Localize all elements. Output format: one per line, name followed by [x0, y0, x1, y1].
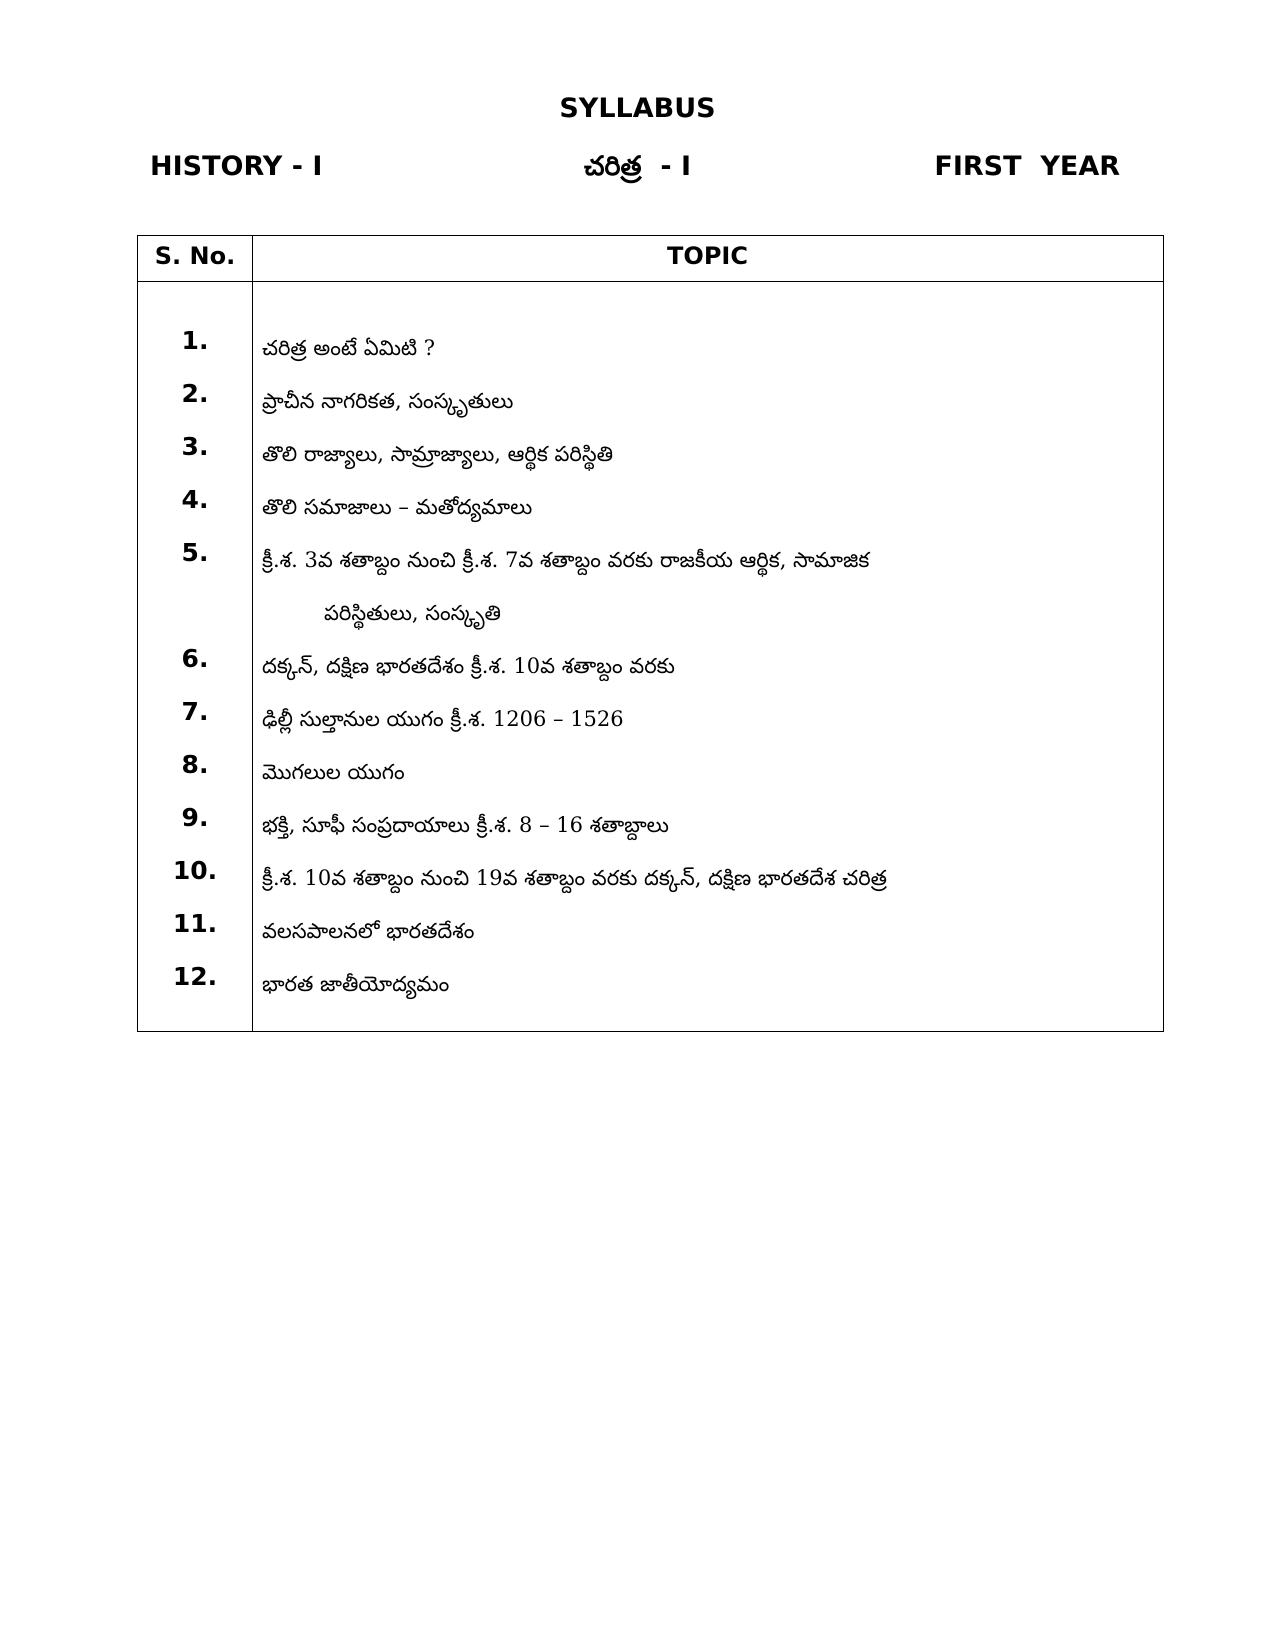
table-row [138, 697, 1163, 742]
row-topic: తొలి సమాజాలు – మతోద్యమాలు [262, 495, 533, 519]
row-topic: మొగలుల యుగం [262, 760, 405, 784]
header-divider [138, 281, 1163, 282]
row-number: 5. [181, 538, 209, 567]
table-row [138, 379, 1163, 424]
syllabus-table [137, 235, 1164, 1032]
row-topic: క్రీ.శ. 10వ శతాబ్దం నుంచి 19వ శతాబ్దం వరకు దక్కన్, దక్షిణ భారతదేశ చరిత్ర [262, 866, 887, 890]
header-sno: S. No. [154, 242, 236, 270]
row-number: 10. [172, 856, 218, 885]
subject-telugu: చరిత్ర - I [584, 151, 691, 182]
row-topic: భక్తి, సూఫీ సంప్రదాయాలు క్రీ.శ. 8 – 16 శతాబ్దాలు [262, 813, 669, 837]
row-topic-continuation: పరిస్థితులు, సంస్కృతి [324, 601, 501, 625]
row-number: 4. [181, 485, 209, 514]
table-row-continuation [138, 596, 1163, 636]
table-row [138, 803, 1163, 848]
row-topic: ఢిల్లీ సుల్తానుల యుగం క్రీ.శ. 1206 – 1526 [262, 707, 624, 731]
table-row [138, 326, 1163, 371]
table-row [138, 962, 1163, 1007]
row-number: 1. [181, 326, 209, 355]
row-topic: దక్కన్, దక్షిణ భారతదేశం క్రీ.శ. 10వ శతాబ్దం వరకు [262, 654, 675, 678]
row-number: 2. [181, 379, 209, 408]
row-number: 8. [181, 750, 209, 779]
table-row [138, 485, 1163, 530]
table-row [138, 644, 1163, 689]
row-number: 3. [181, 432, 209, 461]
table-row [138, 750, 1163, 795]
document-title: SYLLABUS [559, 93, 716, 124]
row-topic: వలసపాలనలో భారతదేశం [262, 919, 475, 943]
row-topic: చరిత్ర అంటే ఏమిటి ? [262, 336, 436, 360]
subject-english: HISTORY - I [150, 151, 323, 182]
row-topic: భారత జాతీయోద్యమం [262, 972, 450, 996]
table-row [138, 538, 1163, 583]
row-topic: తొలి రాజ్యాలు, సామ్రాజ్యాలు, ఆర్థిక పరిస్థితి [262, 442, 614, 466]
table-row [138, 856, 1163, 901]
header-topic: TOPIC [667, 242, 748, 270]
table-row [138, 909, 1163, 954]
row-number: 7. [181, 697, 209, 726]
table-row [138, 432, 1163, 477]
row-number: 9. [181, 803, 209, 832]
row-topic: ప్రాచీన నాగరికత, సంస్కృతులు [262, 389, 514, 413]
row-number: 6. [181, 644, 209, 673]
row-topic: క్రీ.శ. 3వ శతాబ్దం నుంచి క్రీ.శ. 7వ శతాబ్దం వరకు రాజకీయ ఆర్థిక, సామాజిక [262, 548, 870, 572]
row-number: 12. [172, 962, 218, 991]
row-number: 11. [172, 909, 218, 938]
year-label: FIRST YEAR [934, 151, 1120, 182]
